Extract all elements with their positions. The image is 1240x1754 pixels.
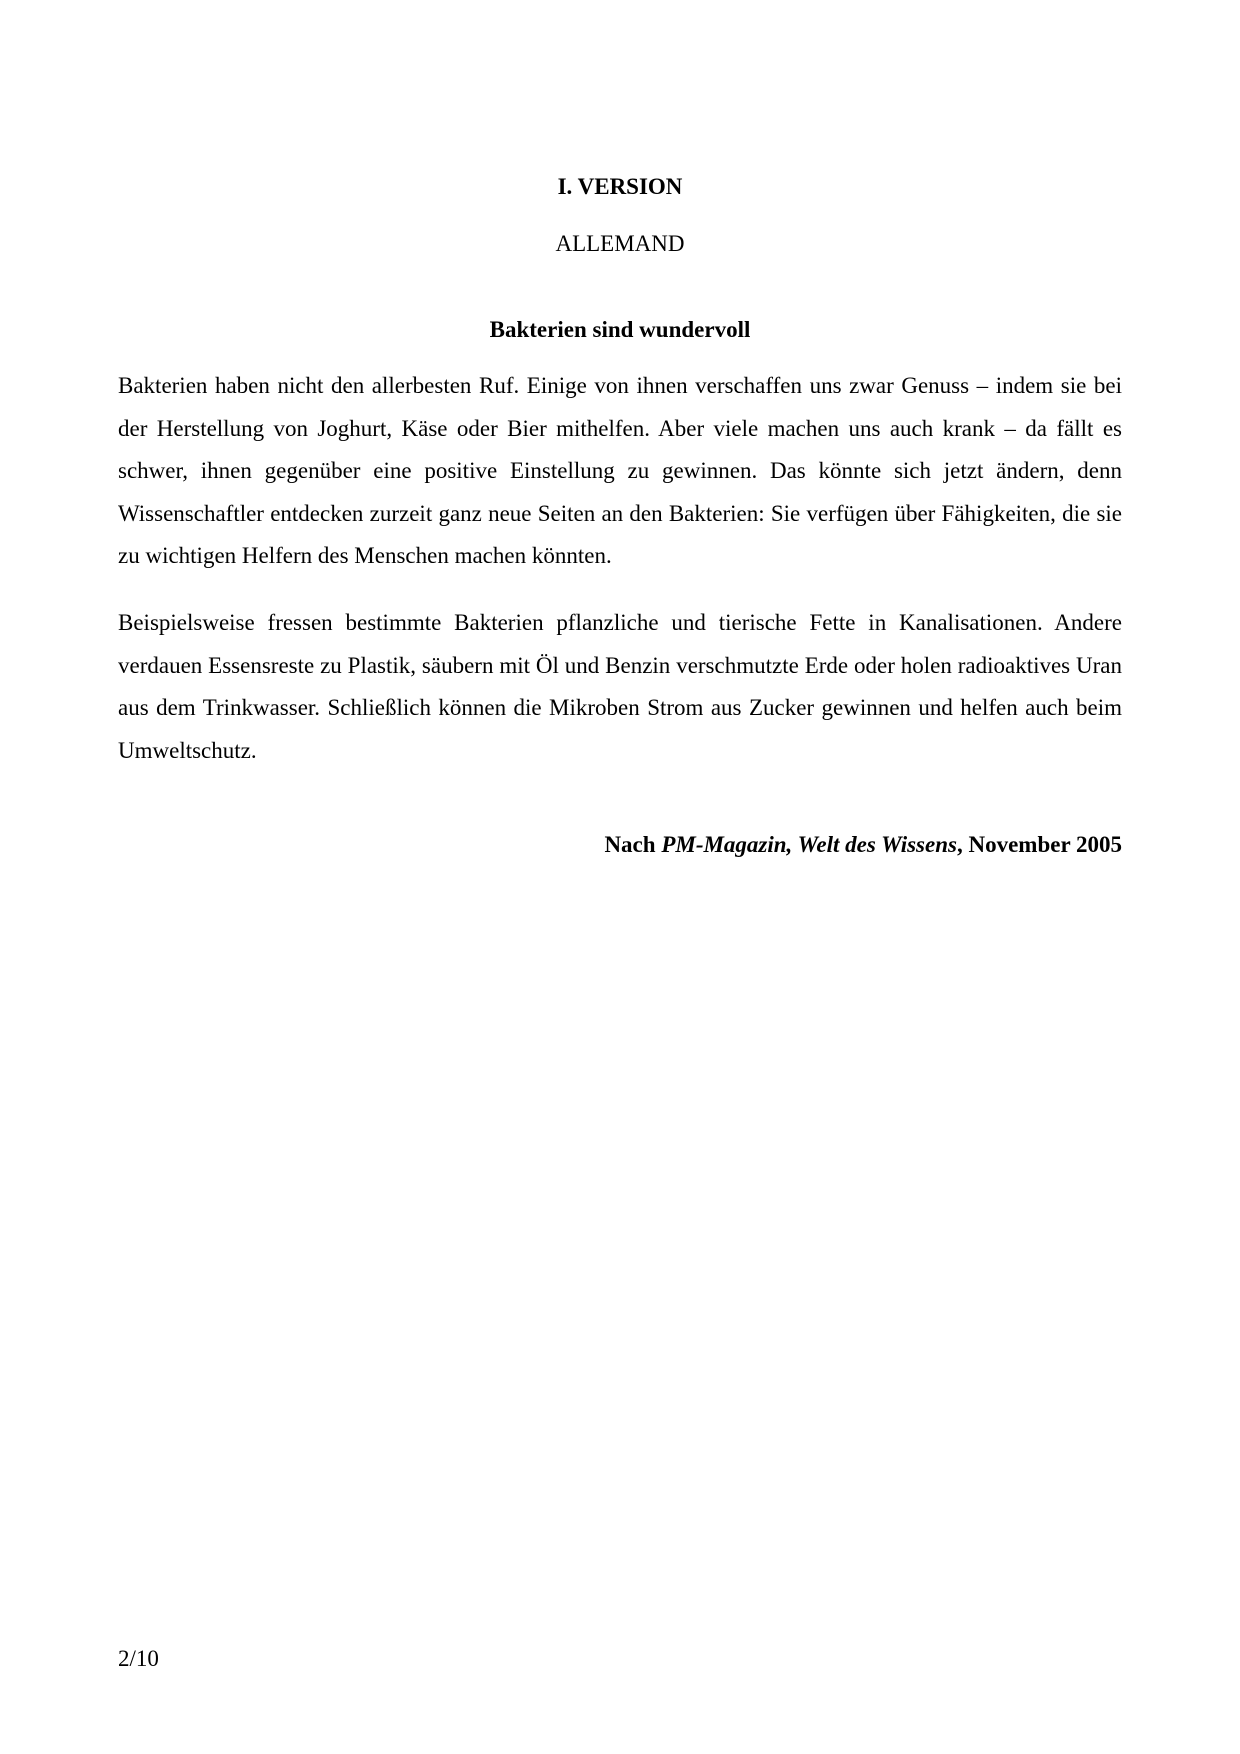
paragraph-1: Bakterien haben nicht den allerbesten Ruf. Einige von ihnen verschaffen uns zwar Genuss – indem sie bei der Herstellung von Joghurt, Käse oder Bier mithelfen. Aber viele machen uns auch krank – da fällt es schwer, ihnen gegenüber eine positive Einstellung zu gewinnen. Das könnte sich jetzt ändern, denn Wissenschaftler entdecken zurzeit ganz neue Seiten an den Bakterien: Sie verfügen über Fähigkeiten, die sie zu wichtigen Helfern des Menschen machen könnten. [118,373,1122,568]
source-suffix: , November 2005 [956,832,1122,857]
source-citation [604,830,1122,860]
section-title: I. VERSION [557,174,683,199]
source-prefix: Nach [604,832,662,857]
source-publication: PM-Magazin, Welt des Wissens [661,832,957,857]
language-label: ALLEMAND [555,231,685,256]
paragraph-2: Beispielsweise fressen bestimmte Bakterien pflanzliche und tierische Fette in Kanalisationen. Andere verdauen Essensreste zu Plastik, säubern mit Öl und Benzin verschmutzte Erde oder holen radioaktives Uran aus dem Trinkwasser. Schließlich können die Mikroben Strom aus Zucker gewinnen und helfen auch beim Umweltschutz. [118,610,1122,763]
page-number: 2/10 [118,1646,159,1671]
text-title: Bakterien sind wundervoll [489,317,751,342]
